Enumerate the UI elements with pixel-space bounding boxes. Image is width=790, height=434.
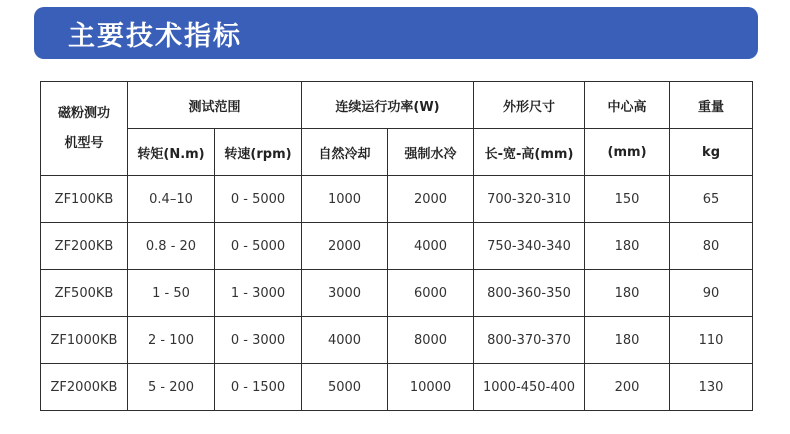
header-dimensions: 外形尺寸 [474, 82, 585, 129]
table-row [41, 270, 753, 317]
cell-model: ZF200KB [41, 223, 128, 270]
cell-dimensions: 700-320-310 [474, 176, 585, 223]
cell-dimensions: 800-360-350 [474, 270, 585, 317]
cell-water-cool: 10000 [388, 364, 474, 411]
cell-model: ZF2000KB [41, 364, 128, 411]
cell-dimensions: 800-370-370 [474, 317, 585, 364]
cell-center-height: 180 [585, 317, 670, 364]
cell-water-cool: 8000 [388, 317, 474, 364]
cell-speed: 0 - 5000 [215, 223, 302, 270]
cell-center-height: 200 [585, 364, 670, 411]
header-power: 连续运行功率(W) [302, 82, 474, 129]
cell-torque: 2 - 100 [128, 317, 215, 364]
header-speed: 转速(rpm) [215, 129, 302, 176]
cell-dimensions: 1000-450-400 [474, 364, 585, 411]
cell-model: ZF100KB [41, 176, 128, 223]
header-center-height: 中心高 [585, 82, 670, 129]
cell-natural-cool: 1000 [302, 176, 388, 223]
header-dimensions-unit: 长-宽-高(mm) [474, 129, 585, 176]
header-natural-cool: 自然冷却 [302, 129, 388, 176]
header-row-2 [41, 129, 753, 176]
cell-weight: 130 [670, 364, 753, 411]
cell-model: ZF500KB [41, 270, 128, 317]
spec-table [40, 81, 753, 411]
table-row [41, 364, 753, 411]
header-model [41, 82, 128, 176]
cell-torque: 0.8 - 20 [128, 223, 215, 270]
cell-torque: 1 - 50 [128, 270, 215, 317]
cell-natural-cool: 5000 [302, 364, 388, 411]
cell-weight: 80 [670, 223, 753, 270]
header-model-label: 磁粉测功机型号 [57, 105, 110, 151]
header-torque: 转矩(N.m) [128, 129, 215, 176]
cell-natural-cool: 4000 [302, 317, 388, 364]
table-row [41, 223, 753, 270]
cell-dimensions: 750-340-340 [474, 223, 585, 270]
header-water-cool: 强制水冷 [388, 129, 474, 176]
cell-model: ZF1000KB [41, 317, 128, 364]
header-center-height-unit: (mm) [585, 129, 670, 176]
page-title: 主要技术指标 [68, 20, 242, 52]
header-weight-unit: kg [670, 129, 753, 176]
cell-speed: 0 - 1500 [215, 364, 302, 411]
cell-natural-cool: 2000 [302, 223, 388, 270]
table-row [41, 317, 753, 364]
cell-torque: 5 - 200 [128, 364, 215, 411]
header-test-range: 测试范围 [128, 82, 302, 129]
title-banner [34, 7, 758, 59]
cell-center-height: 180 [585, 223, 670, 270]
cell-speed: 0 - 5000 [215, 176, 302, 223]
cell-center-height: 150 [585, 176, 670, 223]
cell-natural-cool: 3000 [302, 270, 388, 317]
cell-speed: 1 - 3000 [215, 270, 302, 317]
cell-weight: 90 [670, 270, 753, 317]
table-row [41, 176, 753, 223]
header-weight: 重量 [670, 82, 753, 129]
cell-weight: 110 [670, 317, 753, 364]
cell-water-cool: 6000 [388, 270, 474, 317]
cell-water-cool: 2000 [388, 176, 474, 223]
header-row-1 [41, 82, 753, 129]
cell-weight: 65 [670, 176, 753, 223]
cell-center-height: 180 [585, 270, 670, 317]
cell-water-cool: 4000 [388, 223, 474, 270]
cell-torque: 0.4–10 [128, 176, 215, 223]
cell-speed: 0 - 3000 [215, 317, 302, 364]
